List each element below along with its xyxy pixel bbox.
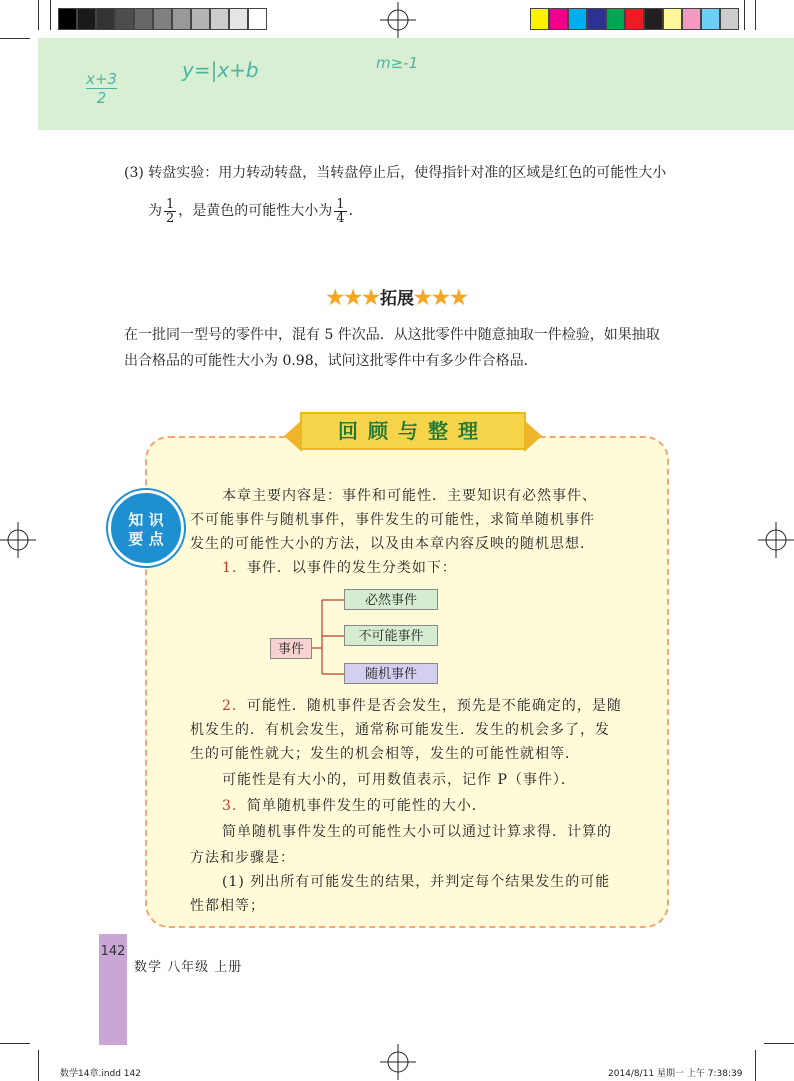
review-intro-1: 本章主要内容是：事件和可能性．主要知识有必然事件、 [222,488,597,504]
point-2: 2．可能性．随机事件是否会发生，预先是不能确定的，是随 [222,698,622,714]
point-3-line-4: 性都相等； [190,898,265,914]
tree-random-event: 随机事件 [344,663,438,684]
grayscale-bar [58,8,267,30]
review-ribbon-title: 回顾与整理 [300,412,526,450]
fraction-one-half: $\frac{1}{2}$ [166,196,175,226]
star-icon: ★★★ [326,285,380,309]
header-formula-fraction: x+3 2 [86,70,117,107]
registration-mark-right [758,522,794,558]
crop-line [764,1043,794,1044]
review-intro-3: 发生的可能性大小的方法，以及由本章内容反映的随机思想． [190,536,595,552]
tree-impossible-event: 不可能事件 [344,625,438,646]
star-icon: ★★★ [414,285,468,309]
point-3: 3．简单随机事件发生的可能性的大小． [222,798,487,814]
crop-line [50,0,51,30]
point-2-line-2: 机发生的．有机会发生，通常称可能发生．发生的机会多了，发 [190,722,610,738]
extension-line-2: 出合格品的可能性大小为 0.98，试问这批零件中有多少件合格品． [124,353,538,369]
ribbon-tail-right [524,420,542,452]
crop-line [755,0,756,30]
review-intro-2: 不可能事件与随机事件，事件发生的可能性，求简单随机事件 [190,512,595,528]
experiment-line-1: (3) 转盘实验：用力转动转盘，当转盘停止后，使得指针对准的区域是红色的可能性大小 [124,165,667,181]
tree-certain-event: 必然事件 [344,589,438,610]
registration-mark-bottom [380,1044,416,1080]
book-title: 数学 八年级 上册 [134,960,243,975]
crop-line [38,0,39,30]
color-bar [530,8,739,30]
point-3-line-1: 简单随机事件发生的可能性大小可以通过计算求得．计算的 [222,824,612,840]
header-formula-line: y=|x+b [182,58,259,82]
point-2-line-4: 可能性是有大小的，可用数值表示，记作 P（事件）． [222,772,576,788]
page-number-tab [99,934,127,1045]
registration-mark-top [380,2,416,38]
crop-line [755,1050,756,1081]
crop-line [0,38,30,39]
point-1: 1．事件．以事件的发生分类如下： [222,560,457,576]
file-name: 数学14章.indd 142 [60,1069,141,1079]
registration-mark-left [0,522,36,558]
tree-root-event: 事件 [270,638,312,659]
extension-line-1: 在一批同一型号的零件中，混有 5 件次品．从这批零件中随意抽取一件检验，如果抽取 [124,327,660,343]
knowledge-points-badge: 知 识 要 点 [108,490,184,566]
point-3-line-2: 方法和步骤是： [190,850,295,866]
point-2-line-3: 生的可能性就大；发生的机会相等，发生的可能性就相等． [190,746,580,762]
point-3-line-3: (1) 列出所有可能发生的结果，并判定每个结果发生的可能 [222,874,611,890]
header-formula-inequality: m≥-1 [376,54,419,72]
header-band [38,38,794,130]
page-number: 142 [100,944,126,959]
extension-heading: ★★★拓展★★★ [326,285,468,309]
experiment-line-2: 为 $\frac{1}{2}$ ，是黄色的可能性大小为 $\frac{1}{4}$ . [148,196,354,226]
crop-line [38,1050,39,1081]
crop-line [744,0,745,30]
fraction-one-quarter: $\frac{1}{4}$ [336,196,345,226]
print-timestamp: 2014/8/11 星期一 上午 7:38:39 [608,1069,743,1079]
crop-line [0,1043,30,1044]
